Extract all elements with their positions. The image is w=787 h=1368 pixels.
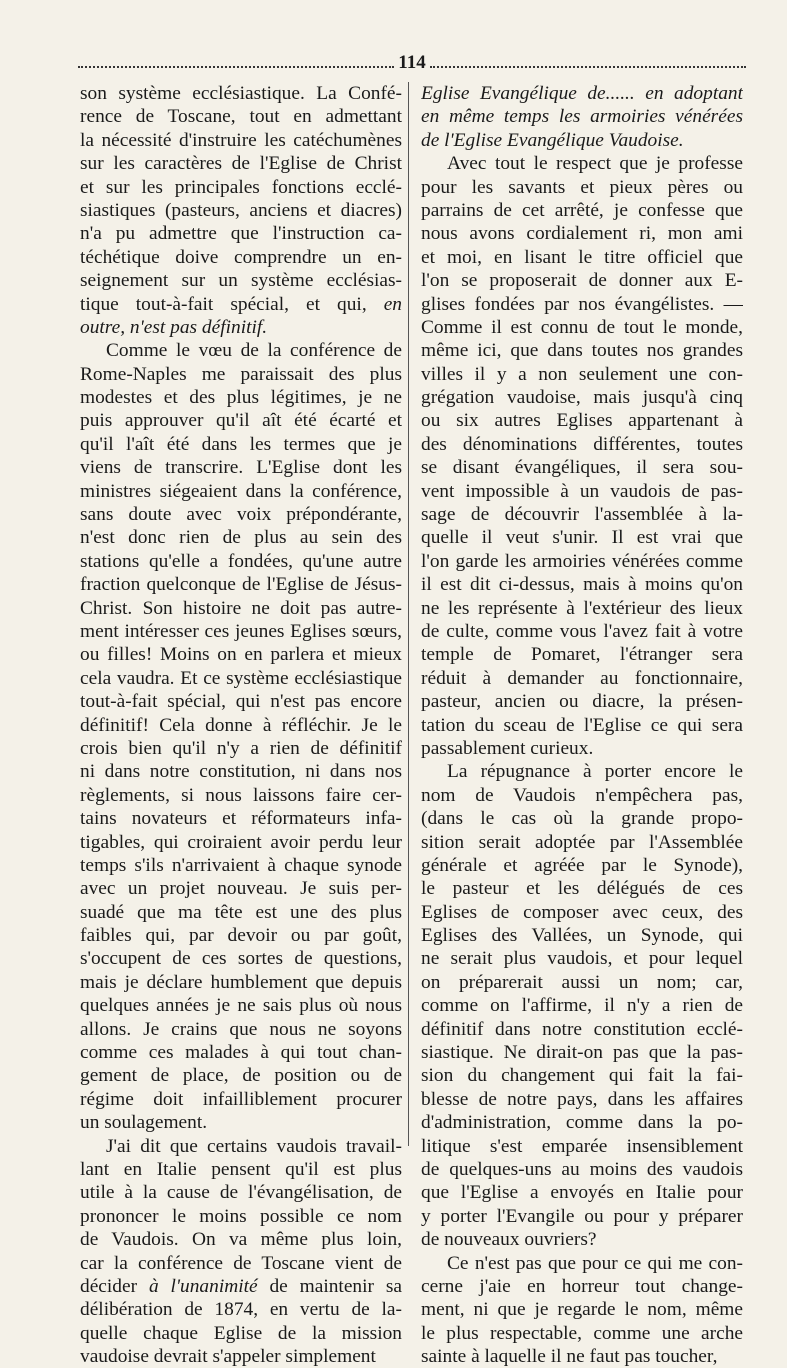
text-line: de Vaudois. On va même plus loin, (80, 1229, 402, 1251)
text-line: Eglise Evangélique de...... en adoptant (421, 83, 743, 104)
text-line: n'a pu admettre que l'instruction ca- (80, 223, 402, 245)
text-line: réduit à demander au fonctionnaire, (421, 667, 743, 689)
text-line: Comme le vœu de la conférence de (106, 340, 402, 362)
text-line: des dénominations différentes, toutes (421, 433, 743, 455)
text-line: grégation vaudoise, mais jusqu'à cinq (421, 387, 743, 409)
text-line: en même temps les armoiries vénérées (421, 106, 743, 128)
text-line: glises fondées par nos évangélistes. — (421, 293, 743, 315)
text-line: délibération de 1874, en vertu de la- (80, 1299, 402, 1321)
text-line: que l'Eglise a envoyés en Italie pour (421, 1182, 743, 1204)
text-line: définitif! Cela donne à réfléchir. Je le (80, 714, 402, 736)
text-line: siastiques (pasteurs, anciens et diacres) (80, 199, 402, 221)
text-line: et sur les principales fonctions ecclé- (80, 176, 402, 198)
text-line: qu'il l'aît été dans les termes que je (80, 433, 402, 455)
right-column (421, 82, 743, 1368)
text-line: l'on garde les armoiries vénérées comme (421, 550, 743, 572)
text-line: crois bien qu'il n'y a rien de définitif (80, 737, 402, 759)
text-line: téchétique doive comprendre un en- (80, 246, 402, 268)
header-rule-right (430, 66, 746, 68)
text-line: de l'Eglise Evangélique Vaudoise. (421, 129, 684, 151)
text-line: comme on l'affirme, il n'y a rien de (421, 995, 743, 1017)
text-line: un soulagement. (80, 1112, 208, 1134)
text-line: n'est donc rien de plus au sein des (80, 527, 402, 549)
text-line: tigables, qui croiraient avoir perdu leur (80, 831, 402, 853)
text-line: la nécessité d'instruire les catéchumènes (80, 129, 402, 151)
text-line: vaudoise devrait s'appeler simplement (80, 1346, 376, 1368)
text-line: on préparerait aussi un nom; car, (421, 971, 743, 993)
text-line: de culte, comme vous l'avez fait à votre (421, 620, 743, 642)
text-line: décider à l'unanimité de maintenir sa (80, 1275, 402, 1297)
text-line: Eglises de composer avec ceux, des (421, 901, 743, 923)
text-line: le plus respectable, comme une arche (421, 1322, 743, 1344)
text-line: faibles qui, par devoir ou par goût, (80, 925, 402, 947)
text-line: le pasteur et les délégués de ces (421, 878, 743, 900)
column-divider (408, 82, 409, 1146)
text-line: l'on se proposerait de donner aux E- (421, 270, 743, 292)
text-line: passablement curieux. (421, 737, 594, 759)
text-line: Comme il est connu de tout le monde, (421, 316, 743, 338)
text-line: pour les savants et pieux pères ou (421, 176, 743, 198)
text-line: même ici, que dans toutes nos grandes (421, 340, 743, 362)
text-line: lant en Italie pensent qu'il est plus (80, 1158, 402, 1180)
text-line: fraction quelconque de l'Eglise de Jésus- (80, 574, 402, 596)
text-line: puis approuver qu'il aît été écarté et (80, 410, 402, 432)
text-line: J'ai dit que certains vaudois travail- (106, 1135, 402, 1157)
text-line: quelques années je ne sais plus où nous (80, 995, 402, 1017)
text-line: modestes et des plus légitimes, je ne (80, 387, 402, 409)
text-line: avec un projet nouveau. Je suis per- (80, 878, 402, 900)
text-line: son système ecclésiastique. La Confé- (80, 83, 402, 104)
text-line: mais je déclare humblement que depuis (80, 971, 402, 993)
text-line: et moi, en lisant le titre officiel que (421, 246, 743, 268)
text-line: cerne j'aie en horreur tout change- (421, 1275, 743, 1297)
text-line: pasteur, ancien ou diacre, la présen- (421, 691, 743, 713)
text-line: utile à la cause de l'évangélisation, de (80, 1182, 402, 1204)
text-line: ou filles! Moins on en parlera et mieux (80, 644, 402, 666)
text-line: Rome-Naples me paraissait des plus (80, 363, 402, 385)
text-line: se disant évangéliques, il sera sou- (421, 457, 743, 479)
text-line: tique tout-à-fait spécial, et qui, en (80, 293, 402, 315)
text-line: ne les représente à l'extérieur des lieux (421, 597, 743, 619)
text-line: régime doit infailliblement procurer (80, 1088, 402, 1110)
text-line: ment intéresser ces jeunes Eglises sœurs, (80, 620, 402, 642)
text-line: villes il y a non seulement une con- (421, 363, 743, 385)
text-line: d'administration, comme dans la po- (421, 1112, 743, 1134)
text-line: ni dans notre constitution, ni dans nos (80, 761, 402, 783)
text-line: Eglises des Vallées, un Synode, qui (421, 925, 743, 947)
text-line: outre, n'est pas définitif. (80, 316, 268, 338)
text-line: de quelques-uns au moins des vaudois (421, 1158, 743, 1180)
text-line: gement de place, de position ou de (80, 1065, 402, 1087)
text-line: quelle chaque Eglise de la mission (80, 1322, 402, 1344)
text-line: nom de Vaudois n'empêchera pas, (421, 784, 743, 806)
text-line: prononcer le moins possible ce nom (80, 1205, 402, 1227)
text-line: Avec tout le respect que je professe (447, 153, 743, 175)
text-line: viens de transcrire. L'Eglise dont les (80, 457, 402, 479)
text-line: sainte à laquelle il ne faut pas toucher, (421, 1346, 718, 1368)
page-number: 114 (398, 52, 426, 73)
left-column (80, 82, 402, 1368)
text-line: vent impossible à un vaudois de pas- (421, 480, 743, 502)
text-line: car la conférence de Toscane vient de (80, 1252, 402, 1274)
text-line: définitif dans notre constitution ecclé- (421, 1018, 743, 1040)
text-line: il est dit ci-dessus, mais à moins qu'on (421, 574, 743, 596)
text-line: y porter l'Evangile ou pour y préparer (421, 1205, 743, 1227)
text-line: ministres siégeaient dans la conférence, (80, 480, 402, 502)
text-line: tout-à-fait spécial, qui n'est pas encore (80, 691, 402, 713)
text-line: cela vaudra. Et ce système ecclésiastique (80, 667, 402, 689)
text-line: tains novateurs et réformateurs infa- (80, 808, 402, 830)
text-line: temps s'ils n'arrivaient à chaque synode (80, 854, 402, 876)
text-line: tation du sceau de l'Eglise ce qui sera (421, 714, 743, 736)
text-line: quelle il veut s'unir. Il est vrai que (421, 527, 743, 549)
text-line: La répugnance à porter encore le (447, 761, 743, 783)
header-rule-left (78, 66, 394, 68)
text-line: sion du changement qui fait la fai- (421, 1065, 743, 1087)
text-line: stations qu'elle a fondées, qu'une autre (80, 550, 402, 572)
text-line: nous avons cordialement ri, mon ami (421, 223, 743, 245)
text-line: ment, ni que je regarde le nom, même (421, 1299, 743, 1321)
text-line: sans doute avec voix prépondérante, (80, 504, 402, 526)
page-header (78, 52, 746, 74)
text-line: ne serait plus vaudois, et pour lequel (421, 948, 743, 970)
text-line: sition serait adoptée par l'Assemblée (421, 831, 743, 853)
text-line: de nouveaux ouvriers? (421, 1229, 597, 1251)
text-line: allons. Je crains que nous ne soyons (80, 1018, 402, 1040)
text-line: s'occupent de ces sortes de questions, (80, 948, 402, 970)
text-line: règlements, si nous laissons faire cer- (80, 784, 402, 806)
text-line: blesse de notre pays, dans les affaires (421, 1088, 743, 1110)
text-line: (dans le cas où la grande propo- (421, 808, 743, 830)
text-line: comme ces malades à qui tout chan- (80, 1042, 402, 1064)
text-line: générale et agréée par le Synode), (421, 854, 743, 876)
text-line: ou six autres Eglises appartenant à (421, 410, 743, 432)
text-line: rence de Toscane, tout en admettant (80, 106, 402, 128)
text-line: litique s'est emparée insensiblement (421, 1135, 743, 1157)
text-line: suadé que ma tête est une des plus (80, 901, 402, 923)
text-line: parrains de cet arrêté, je confesse que (421, 199, 743, 221)
text-line: seignement sur un système ecclésias- (80, 270, 402, 292)
text-line: temple de Pomaret, l'étranger sera (421, 644, 743, 666)
text-line: siastique. Ne dirait-on pas que la pas- (421, 1042, 743, 1064)
text-line: sur les caractères de l'Eglise de Christ (80, 153, 402, 175)
text-line: Ce n'est pas que pour ce qui me con- (447, 1252, 743, 1274)
text-line: sage de découvrir l'assemblée à la- (421, 504, 743, 526)
text-line: Christ. Son histoire ne doit pas autre- (80, 597, 402, 619)
